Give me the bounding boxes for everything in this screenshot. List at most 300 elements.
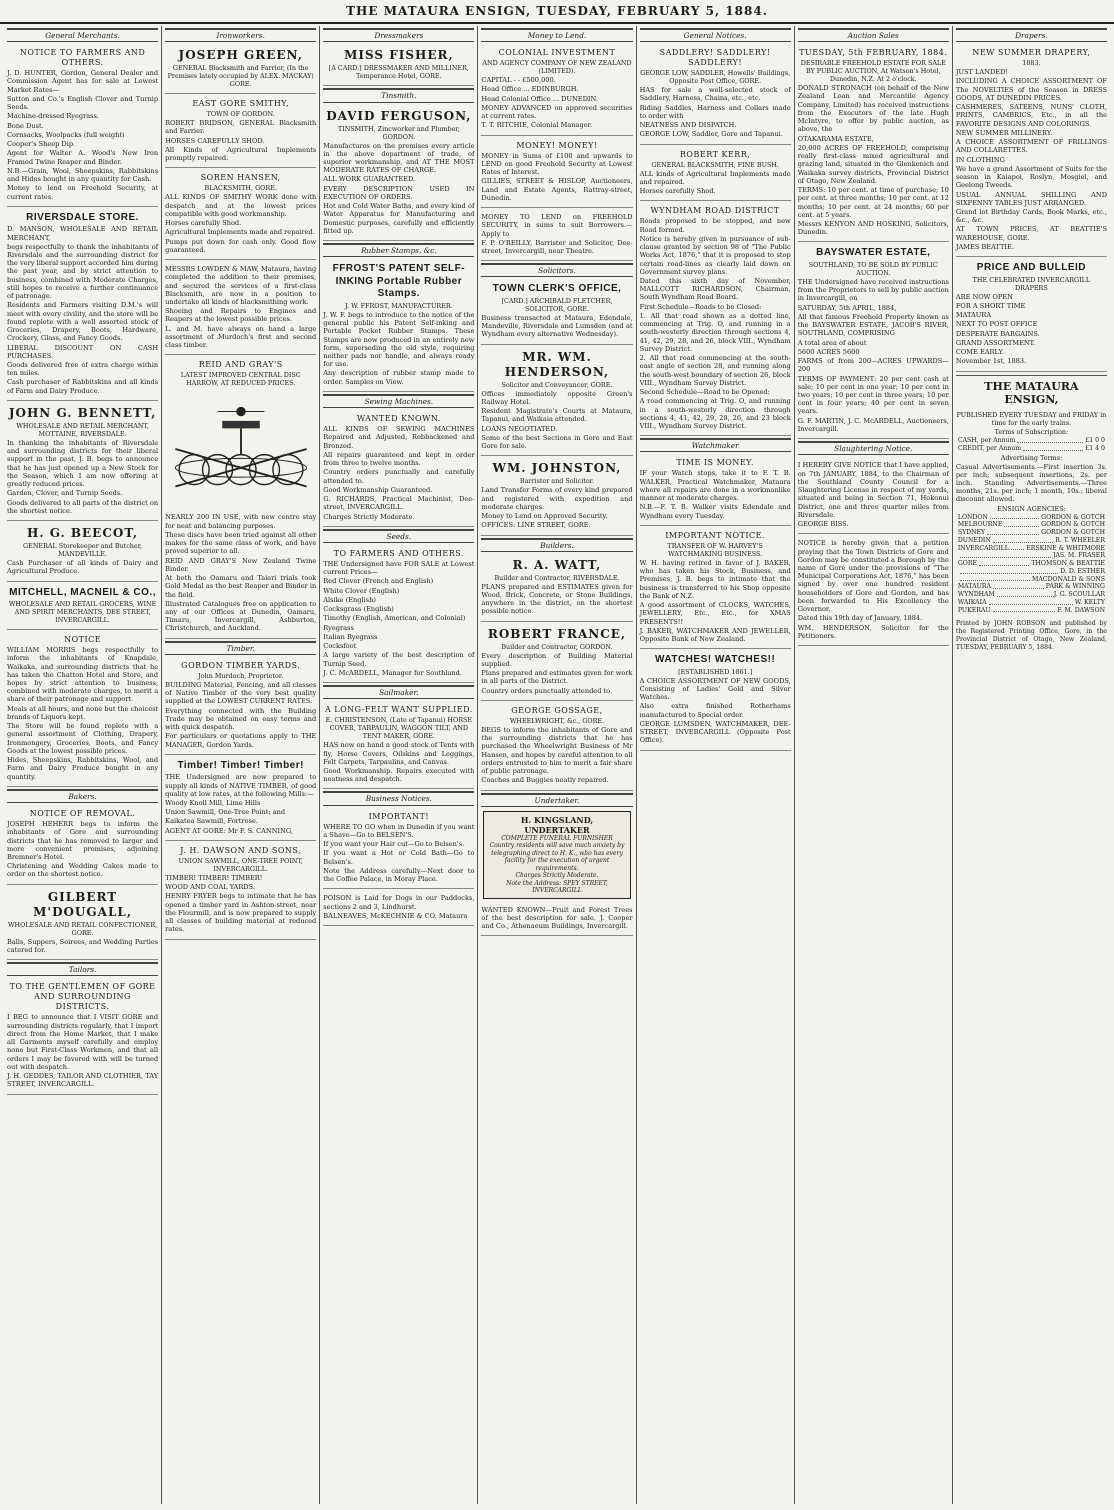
section-heading: Solicitors. <box>481 263 632 277</box>
subscription-value: £1 0 0 <box>1085 437 1105 445</box>
ad-paragraph: White Clover (English) <box>323 586 400 595</box>
ad-paragraph: A CHOICE ASSORTMENT OF FRILLINGS AND COLLARETTES. <box>955 138 1107 155</box>
ad-paragraph: Any description of rubber stamp made to order. Samples on View. <box>323 369 475 386</box>
newspaper-column <box>953 26 1110 1504</box>
advertisement <box>165 262 316 355</box>
ad-body <box>956 68 1107 251</box>
ad-paragraph: HAS for sale a well-selected stock of Saddlery, Harness, Chains, etc., etc. <box>639 86 791 103</box>
ad-paragraph: Pumps put down for cash only. Good flow guaranteed. <box>165 237 317 254</box>
ad-paragraph: COME EARLY. <box>955 348 1005 357</box>
ad-paragraph: HORSES CAREFULLY SHOD. <box>165 136 265 145</box>
advertisement <box>798 45 949 242</box>
terms-heading: Terms of Subscription: <box>994 428 1069 437</box>
ad-body <box>481 652 632 695</box>
advertisement <box>481 624 632 701</box>
ad-paragraph: W. H. having retired in favor of J. BAKER, who has taken his Stock, Business, and Premises, J. B. begs to intimate that the business is transferred to his Shop opposite the Bank of N.Z. <box>639 558 791 600</box>
ad-subheading: GENERAL Storekeeper and Butcher, MANDEVILLE. <box>23 542 143 559</box>
ad-heading: REID AND GRAY'S <box>198 360 283 370</box>
ad-paragraph: ROBERT BRIDSON, GENERAL Blacksmith and Farrier. <box>165 119 317 136</box>
agency-agent: MACDONALD & SONS <box>1032 575 1105 583</box>
section-heading: Watchmaker <box>640 438 791 452</box>
ad-body <box>7 938 158 954</box>
ad-paragraph: MESSRS LOWDEN & MAW, Mataura, having completed the addition to their premises, and secured the services of a first-class Blacksmith, are now in a position to undertake all kinds of blacksmithing work. <box>165 265 317 306</box>
ad-paragraph: Cooper's Sheep Dip. <box>7 140 76 149</box>
advertisement <box>165 96 316 168</box>
agency-place: INVERCARGILL <box>957 544 1009 552</box>
agency-place: WYNDHAM <box>957 591 995 599</box>
ad-body <box>481 486 632 529</box>
section-heading: Timber. <box>165 641 316 655</box>
ad-paragraph: TERMS: 10 per cent. at time of purchase; 10 per cent. at three months; 10 per cent. at 12 months; 10 per cent. at 24 months; 60 per cent. at 5 years. <box>797 186 949 219</box>
ad-body <box>798 461 949 528</box>
ad-paragraph: The Store will be found replete with a general assortment of Clothing, Drapery, Ironmongery, Groceries, Boots, and Fancy Goods at the lowest possible prices. <box>7 722 159 755</box>
ad-paragraph: A road commencing at Trig. O, and running in a south-westerly direction through sections 4, 41, 42, 29, 28, 26, and 23 block VIII., Wyndham Survey District. <box>639 397 791 430</box>
ad-subheading: [CARD.] ARCHIBALD FLETCHER, SOLICITOR, GORE. <box>501 296 613 313</box>
ad-subheading: TOWN OF GORDON. <box>206 110 275 119</box>
ad-paragraph: D. MANSON, WHOLESALE AND RETAIL MERCHANT, <box>7 225 159 242</box>
leader-dots <box>979 560 1029 566</box>
ad-paragraph: AT TOWN PRICES, AT BEATTIE'S WAREHOUSE, GORE. <box>955 225 1107 242</box>
ad-paragraph: IF your Watch stops, take it to F. T. B. WALKER, Practical Watchmaker, Mataura where all repairs are done in a workmanlike manner at moderate charges. <box>639 469 791 503</box>
ad-paragraph: Cocksgrass (English) <box>323 605 394 614</box>
section-heading: Tailors. <box>7 962 158 976</box>
ad-paragraph: Note the Address carefully—Next door to the Coffee Palace, in Moray Place. <box>323 866 475 884</box>
leader-dots <box>987 529 1039 535</box>
ad-paragraph: Cash Purchaser of all kinds of Dairy and Agricultural Produce. <box>7 559 159 576</box>
advertisement <box>640 45 791 144</box>
ad-subheading: GENERAL Blacksmith and Farrier, (In the Premises lately occupied by ALEX. MACKAY) GORE. <box>167 64 314 89</box>
ad-paragraph: Woody Knoll Mill, Lime Hills <box>165 799 261 808</box>
leader-dots <box>960 552 1051 558</box>
ad-heading: TOWN CLERK'S OFFICE, <box>492 283 622 295</box>
section-heading: Undertaker. <box>481 793 632 807</box>
advertisement <box>798 244 949 439</box>
section-heading: Seeds. <box>323 529 474 543</box>
ad-paragraph: Resident Magistrate's Courts at Mataura, Tapanui, and Waikaia attended. <box>481 407 633 424</box>
ad-paragraph: FOR A SHORT TIME <box>955 301 1026 310</box>
columns <box>0 24 1114 1504</box>
ad-paragraph: Country orders punctually attended to. <box>481 686 613 695</box>
ad-body <box>7 820 158 879</box>
section-heading: Business Notices. <box>323 791 474 805</box>
agency-place: WAIKAIA <box>957 598 987 606</box>
newspaper-column <box>795 26 953 1504</box>
advertisement <box>7 45 158 207</box>
section-heading: Rubber Stamps, &c. <box>323 243 474 257</box>
ad-paragraph: GEORGE LUMSDEN, WATCHMAKER, DEE-STREET, INVERCARGILL (Opposite Post Office). <box>639 719 791 745</box>
subscription-value: £1 4 0 <box>1085 444 1105 452</box>
agency-place: DUNEDIN <box>957 536 991 544</box>
ad-body <box>7 559 158 575</box>
ad-paragraph: ALL KINDS OF SEWING MACHINES Repaired and Adjusted, Rebbackened and Bronzed. <box>323 425 475 450</box>
ad-paragraph: TIMBER! TIMBER! TIMBER! <box>165 873 263 882</box>
ad-paragraph: A CHOICE ASSORTMENT OF NEW GOODS, Consisting of Ladies' Gold and Silver Watches. <box>639 676 791 702</box>
advertisement <box>7 887 158 960</box>
ad-paragraph: LIBERAL DISCOUNT ON CASH PURCHASES. <box>7 343 159 360</box>
ad-paragraph: Charges Strictly Moderate. <box>323 512 415 521</box>
advertisement <box>7 979 158 1094</box>
ad-paragraph: USUAL ANNUAL SHILLING AND SIXPENNY TABLES JUST ARRANGED. <box>955 190 1107 207</box>
ad-body <box>323 311 474 386</box>
advertisement <box>165 843 316 940</box>
agency-agent: D. D. ESTHER <box>1060 567 1105 575</box>
ad-body <box>481 726 632 785</box>
ad-paragraph: Alsike (English) <box>323 595 376 604</box>
ad-paragraph: We have a grand Assortment of Suits for the season in Kaiapoi, Roslyn, Mosgiel, and Geelong Tweeds. <box>955 164 1107 190</box>
printer-imprint: Printed by JOHN ROBSON and published by the Registered Printing Office, Gore, in the Provincial District of Otago, New Zealand, TUESDAY, FEBRUARY 5, 1884. <box>955 620 1107 651</box>
ad-heading: SOREN HANSEN, <box>200 173 281 183</box>
ad-paragraph: N.B.—Grain, Wool, Sheepskins, Rabbitskins and Hides bought in any quantity for Cash. <box>7 166 159 184</box>
ad-paragraph: For particulars or quotations apply to THE MANAGER, Gordon Yards. <box>165 732 317 749</box>
ad-paragraph: Grand lot Birthday Cards, Book Marks, etc., &c., &c. <box>955 208 1107 225</box>
banner-line: UNDERTAKER <box>524 824 590 835</box>
advertisement <box>798 536 949 646</box>
ad-heading: BAYSWATER ESTATE, <box>816 247 931 259</box>
ad-paragraph: Money to lend on Freehold Security, at current rates. <box>7 184 159 201</box>
ad-body <box>7 1013 158 1088</box>
ad-paragraph: Business transacted at Mataura, Edendale, Mandeville, Riversdale and Lumsden (and at Wyndham every alternative Wednesday). <box>481 313 633 339</box>
ad-paragraph: Goods delivered to all parts of the district on the shortest notice. <box>7 498 159 515</box>
advertisement <box>798 458 949 534</box>
ad-paragraph: LOANS NEGOTIATED. <box>481 424 558 433</box>
agency-row <box>956 560 1107 568</box>
advertisement <box>481 280 632 344</box>
ad-heading: MONEY! MONEY! <box>516 140 598 150</box>
section-heading: Auction Sales <box>798 28 949 42</box>
advertisement <box>481 210 632 261</box>
section-heading: Money to Lend. <box>481 28 632 42</box>
ad-paragraph: Dated this 19th day of January, 1884. <box>797 614 923 623</box>
ad-paragraph: Christening and Wedding Cakes made to order on the shortest notice. <box>7 862 159 879</box>
ad-paragraph: 1. All that road shown as a dotted line, commencing at Trig. O, and running in a south-westerly direction through sections 4, 41, 42, 29, 28, and 26, block VIII., Wyndham Survey District. <box>639 311 791 353</box>
agency-row <box>956 529 1107 537</box>
section-heading: Ironworkers. <box>165 28 316 42</box>
ad-subheading: LATEST IMPROVED CENTRAL DISC HARROW, AT REDUCED PRICES. <box>180 371 301 388</box>
ad-paragraph: Country orders punctually and carefully attended to. <box>323 468 475 485</box>
ad-paragraph: Horses carefully Shod. <box>165 219 242 228</box>
ad-paragraph: T. T. RITCHIE, Colonial Manager. <box>481 121 593 130</box>
ad-body <box>7 646 158 781</box>
ad-body <box>323 823 474 884</box>
advertisement <box>7 523 158 581</box>
ad-body <box>165 773 316 835</box>
advertisement <box>323 809 474 890</box>
leader-dots <box>997 591 1052 597</box>
ad-paragraph: Balls, Suppers, Soirees, and Wedding Parties catered for. <box>7 937 159 954</box>
ad-body <box>798 278 949 433</box>
ad-paragraph: Second Schedule—Road to be Opened: <box>639 388 770 397</box>
ad-heading: MISS FISHER, <box>344 48 454 63</box>
leader-dots <box>1023 445 1083 451</box>
ad-heading: NOTICE TO FARMERS AND OTHERS. <box>19 48 146 68</box>
ad-heading: ROBERT FRANCE, <box>487 626 627 641</box>
ad-body <box>481 213 632 255</box>
ad-paragraph: WANTED KNOWN—Fruit and Forest Trees of the best description for sale. J. Cooper and Co., Athenaeum Buildings, Invercargill. <box>481 905 633 931</box>
advertisement <box>481 45 632 135</box>
ad-paragraph: WM. HENDERSON, Solicitor for the Petitioners. <box>797 623 949 640</box>
section-heading: Sailmaker. <box>323 685 474 699</box>
advertisement <box>323 45 474 86</box>
agency-agent: R. T. WHEELER <box>1055 536 1105 544</box>
ad-subheading: John Murdoch, Proprietor. <box>198 671 284 680</box>
ad-body <box>481 76 632 129</box>
ad-paragraph: MONEY ADVANCED on approved securities at current rates. <box>481 103 633 121</box>
advertisement <box>481 555 632 622</box>
ad-paragraph: N.B.—F. T. B. Walker visits Edendale and Wyndham every Tuesday. <box>639 503 791 520</box>
ad-paragraph: MONEY in Sums of £100 and upwards to LEND on good Freehold Security at Lowest Rates of Interest. <box>481 151 633 177</box>
ad-subheading: GEORGE LOW, SADDLER, Howells' Buildings, Opposite Post Office, GORE. <box>640 69 791 86</box>
ad-paragraph: Offices immediately opposite Green's Railway Hotel. <box>481 389 633 406</box>
ad-subheading: TINSMITH, Zincworker and Plumber, GORDON. <box>337 124 460 141</box>
ad-paragraph: Italian Ryegrass <box>323 632 378 641</box>
advertising-terms-text: Casual Advertisements.—First insertion 3s. per inch; subsequent insertions, 2s. per inch. Standing Advertisements.—Three months, 21s. per inch; 1 month, 10s.; liberal discount allowed. <box>955 462 1107 504</box>
ad-paragraph: Manufactures on the premises every article in the above department of trade, of superior workmanship, and AT THE MOST MODERATE RATES OF CHARGE. <box>323 141 475 175</box>
ad-body <box>640 469 791 519</box>
ad-heading: Timber! Timber! Timber! <box>177 759 304 771</box>
banner-line: Note the Address: SPEY STREET, INVERCARGILL <box>506 879 608 895</box>
agency-place: MELBOURNE <box>957 521 1003 529</box>
section-heading: Drapers. <box>956 28 1107 42</box>
ad-paragraph: Goods delivered free of extra charge within ten miles. <box>7 361 159 378</box>
ad-body <box>640 677 791 745</box>
section-heading: Dressmakers <box>323 28 474 42</box>
ad-paragraph: Some of the best Sections in Gore and East Gore for sale. <box>481 433 633 451</box>
ad-paragraph: Sutton and Co.'s English Clover and Turnip Seeds. <box>7 94 159 112</box>
ad-paragraph: THE Undersigned have received instructions from the Proprietors to sell by public auction in Invercargill, on <box>797 277 949 303</box>
ad-paragraph: All Kinds of Agricultural Implements promptly repaired. <box>165 145 317 163</box>
ad-heading: PRICE AND BULLEID <box>976 262 1087 274</box>
agency-agent: JAS. M. FRASER <box>1052 552 1105 560</box>
ad-paragraph: HAS now on hand a good stock of Tents with fly, Horse Covers, Oilskins and Leggings, Felt Carpets, Tarpaulins, and Canvas. <box>323 741 475 766</box>
ad-paragraph: CASHMERES, SATEENS, NUNS' CLOTH, PRINTS, CAMBRICS, Etc., in all the FAVORITE DESIGNS AND COLORINGS. <box>955 103 1107 128</box>
agency-place: GORE <box>957 560 978 568</box>
ad-paragraph: Illustrated Catalogues free on application to any of our Offices at Dunedin, Oamaru, Timaru, Invercargill, Ashburton, Christchurch, and Auckland. <box>165 599 317 633</box>
ad-subheading: SOUTHLAND, TO BE SOLD BY PUBLIC AUCTION. <box>808 260 938 277</box>
ad-paragraph: Garden, Clover, and Turnip Seeds. <box>7 489 123 498</box>
leader-dots <box>993 537 1053 543</box>
ad-paragraph: Every description of Building Material supplied. <box>481 651 633 668</box>
ad-paragraph: AGENT AT GORE: Mr F. S. CANNING, <box>165 826 293 835</box>
ad-paragraph: J. H. GEDDES, TAILOR AND CLOTHIER, TAY STREET, INVERCARGILL. <box>7 1072 159 1089</box>
section-heading: Tinsmith. <box>323 88 474 102</box>
ad-heading: NOTICE OF REMOVAL. <box>29 809 136 819</box>
ad-paragraph: GRAND ASSORTMENT. <box>955 338 1036 347</box>
ad-heading: MITCHELL, MACNEIL & CO., <box>9 586 156 598</box>
ad-body <box>323 425 474 521</box>
ad-paragraph: THE Undersigned are now prepared to supply all kinds of NATIVE TIMBER, of good quality at low rates, at the following Mills:— <box>165 773 317 798</box>
agency-agent: ERSKINE & WHITMORE <box>1026 544 1105 552</box>
ad-body <box>7 225 158 395</box>
ad-paragraph: If you want your Hair cut—Go to Belsen's. <box>323 840 465 849</box>
ad-paragraph: BUILDING Material, Fencing, and all classes of Native Timber of the very best quality supplied at the LOWEST CURRENT RATES. <box>165 680 317 706</box>
advertisement <box>481 138 632 208</box>
ad-paragraph: Head Office ... EDINBURGH. <box>481 85 579 94</box>
ad-paragraph: PLANS prepared and ESTIMATES given for Wood, Brick, Concrete, or Stone Buildings, anywhere in the district, on the shortest possible notice. <box>481 582 633 616</box>
ad-paragraph: Dated this sixth day of November, MALLCOTT RICHARDSON, Chairman, South Wyndham Road Board. <box>639 277 791 302</box>
ad-paragraph: L. and M. have always on hand a large assortment of Murdoch's first and second class timber. <box>165 324 317 350</box>
leader-dots <box>960 576 1030 582</box>
ad-paragraph: NEATNESS AND DISPATCH. <box>639 121 737 130</box>
ad-body <box>165 681 316 749</box>
ad-paragraph: Coaches and Buggies neatly repaired. <box>481 776 609 785</box>
banner-line: Country residents will save much anxiety by telegraphing direct to H. K., who has every facility for the execution of urgent requirements. <box>489 842 625 872</box>
advertisement <box>165 45 316 94</box>
ad-subheading: UNION SAWMILL, ONE-TREE POINT, INVERCARGILL. <box>178 856 303 873</box>
ad-paragraph: TERMS OF PAYMENT: 20 per cent cash at sale; 10 per cent in one year; 10 per cent in two years; 10 per cent in three years; 10 per cent in four years; 40 per cent in seven years. <box>797 374 949 416</box>
ad-paragraph: G. F. MARTIN, J. C. McARDELL, Auctioneers, Invercargill. <box>797 416 949 433</box>
ad-paragraph: ALL kinds of Agricultural Implements made and repaired. <box>639 169 791 186</box>
ad-paragraph: POISON is Laid for Dogs in our Paddocks, sections 2 and 3, Lindhurst. <box>323 894 475 911</box>
agency-row <box>956 576 1107 584</box>
banner-line: COMPLETE FUNERAL FURNISHER <box>501 834 613 842</box>
ad-body <box>165 265 316 349</box>
newspaper-column <box>320 26 478 1504</box>
ad-body <box>481 583 632 616</box>
ad-paragraph: Hides, Sheepskins, Rabbitskins, Wool, and Farm and Dairy Produce bought in any quantity. <box>7 756 159 781</box>
ad-body <box>798 84 949 236</box>
ad-body <box>165 513 316 632</box>
leader-dots <box>1017 437 1083 443</box>
agency-agent: GORDON & GOTCH <box>1041 529 1105 537</box>
agency-agent: W. KELTY <box>1074 598 1105 606</box>
advertisement <box>323 106 474 242</box>
section-heading: General Notices. <box>640 28 791 42</box>
ad-paragraph: THE Undersigned have FOR SALE at Lowest current Prices— <box>323 560 475 577</box>
ad-subheading: TRANSFER OF W. HARVEY'S WATCHMAKING BUSINESS. <box>667 541 763 558</box>
subscription-label: CASH, per Annum <box>957 437 1016 445</box>
agency-agent: J. G. SCOULLAR <box>1053 591 1105 599</box>
ad-body <box>7 69 158 201</box>
ad-subheading: Builder and Contractor, GORDON. <box>501 642 613 651</box>
section-heading: Slaughtering Notice. <box>798 441 949 455</box>
ad-heading: TIME IS MONEY. <box>676 458 754 468</box>
ad-paragraph: DONALD STRONACH (on behalf of the New Zealand Loan and Mercantile Agency Company, Limited) has received instructions from the Executors of the late Hugh McIntyre, to offer by public auction, as above, the <box>797 84 949 134</box>
ad-heading: TO THE GENTLEMEN OF GORE AND SURROUNDING DISTRICTS. <box>9 982 156 1012</box>
ad-subheading: GENERAL BLACKSMITH, FINE BUSH. <box>651 160 779 169</box>
leader-dots <box>1011 545 1024 551</box>
ad-body <box>323 560 474 677</box>
advertisement <box>323 702 474 789</box>
ad-paragraph: Cornsacks, Woolpacks (full weight) <box>7 130 125 139</box>
newspaper-column <box>162 26 320 1504</box>
ad-subheading: DESIRABLE FREEHOLD ESTATE FOR SALE BY PUBLIC AUCTION, At Watson's Hotel, Dunedin, N.Z. At 2 o'clock. <box>800 59 946 84</box>
advertisement <box>165 357 316 638</box>
undertaker-banner <box>483 811 630 899</box>
advertisement <box>956 259 1107 371</box>
agency-agent: GORDON & GOTCH <box>1041 521 1105 529</box>
ad-paragraph: OTAKARAMA ESTATE, <box>797 134 874 143</box>
advertisement <box>165 658 316 755</box>
ad-heading: NOTICE <box>64 635 102 645</box>
ad-paragraph: ARE NOW OPEN <box>955 292 1013 301</box>
section-heading: Builders. <box>481 538 632 552</box>
ad-paragraph: NEARLY 200 IN USE, with new centre stay for neat and balancing purposes. <box>165 513 317 530</box>
ad-paragraph: J. C. McARDELL, Manager for Southland. <box>323 668 462 677</box>
ad-body <box>481 314 632 339</box>
ad-heading: WANTED KNOWN. <box>356 414 441 424</box>
ad-paragraph: Cash purchaser of Rabbitskins and all kinds of Farm and Dairy Produce. <box>7 378 159 395</box>
leader-dots <box>1004 521 1039 527</box>
ad-paragraph: GEORGE LOW, Saddler, Gore and Tapanui. <box>639 130 783 139</box>
advertisement <box>165 170 316 260</box>
agency-row <box>956 537 1107 545</box>
ad-paragraph: NEW SUMMER MILLINERY. <box>955 128 1053 137</box>
ad-paragraph: GEORGE BISS. <box>797 520 849 529</box>
ad-body <box>481 390 632 451</box>
agency-place: LONDON <box>957 513 988 521</box>
ad-paragraph: Shoeing and Repairs to Engines and Reapers at the lowest possible prices. <box>165 307 317 324</box>
ad-paragraph: MATAURA <box>955 311 992 320</box>
ad-heading: ROBERT KERR, <box>679 149 751 159</box>
section-heading: General Merchants. <box>7 28 158 42</box>
agency-agent: PARK & WINNING <box>1045 583 1105 591</box>
ad-heading: JOSEPH GREEN, <box>178 48 303 63</box>
ad-paragraph: Union Sawmill, One-Tree Point; and <box>165 808 286 817</box>
ad-body <box>640 170 791 196</box>
ad-heading: WYNDHAM ROAD DISTRICT <box>650 206 780 216</box>
newspaper-column <box>478 26 636 1504</box>
ad-paragraph: MONEY TO LEND on FREEHOLD SECURITY, in sums to suit Borrowers.—Apply to <box>481 213 633 238</box>
agency-agent: THOMSON & BEATTIE <box>1031 560 1105 568</box>
subscription-label: CREDIT, per Annum <box>957 444 1022 452</box>
ad-subheading: THE CELEBRATED INVERCARGILL DRAPERS <box>972 275 1091 292</box>
ad-paragraph: Kaikatea Sawmill, Fortrose. <box>165 817 258 826</box>
newspaper-column <box>637 26 795 1504</box>
ad-paragraph: All repairs guaranteed and kept in order from three to twelve months. <box>323 450 475 468</box>
ad-heading: GEORGE GOSSAGE, <box>511 705 603 715</box>
advertisement <box>323 260 474 392</box>
ad-subheading: 1883. <box>1022 59 1041 68</box>
banner-line: H. KINGSLAND, <box>520 814 594 825</box>
ad-paragraph: Red Clover (French and English) <box>323 577 434 586</box>
advertisement <box>481 347 632 457</box>
ad-subheading: BLACKSMITH, GORE. <box>204 184 277 193</box>
agency-place: PUKERAU <box>957 606 991 614</box>
ad-paragraph: OFFICES: LINE STREET, GORE. <box>481 521 591 530</box>
advertisement <box>7 806 158 885</box>
ad-paragraph: J. BAKER, WATCHMAKER AND JEWELLER, Opposite Bank of New Zealand. <box>639 626 791 643</box>
agency-agent: F. M. DAWSON <box>1057 606 1105 614</box>
ad-paragraph: Riding Saddles, Harness and Collars made to order with <box>639 103 791 120</box>
ad-subheading: J. W. FFROST, MANUFACTURER. <box>344 301 453 310</box>
advertisement <box>165 757 316 841</box>
ad-paragraph: A large variety of the best description of Turnip Seed. <box>323 651 475 668</box>
ad-body <box>798 539 949 640</box>
ad-paragraph: November 1st, 1883. <box>955 357 1027 366</box>
ad-paragraph: WOOD AND COAL YARDS. <box>165 883 255 892</box>
ad-paragraph: 20,000 ACRES OF FREEHOLD, comprising really first-class mixed agricultural and grazing land, situated in the Glenkenich and Waikaka survey districts, Provincial District of Otago, New Zealand. <box>797 143 949 185</box>
ad-paragraph: ALL WORK GUARANTEED. <box>323 175 416 184</box>
agency-row <box>956 514 1107 522</box>
advertisement <box>323 546 474 683</box>
ad-paragraph: F. P. O'REILLY, Barrister and Solicitor, Dee-street, Invercargill, near Theatre. <box>481 238 633 255</box>
ad-paragraph: Good Workmanship Guaranteed. <box>323 485 433 494</box>
agency-row <box>956 521 1107 529</box>
ad-heading: TO FARMERS AND OTHERS. <box>333 549 465 559</box>
ad-paragraph: CAPITAL - - £500,000. <box>481 76 556 85</box>
ad-paragraph: Also extra finished Rotherhams manufactured to Special order. <box>639 702 791 719</box>
ad-heading: NEW SUMMER DRAPERY, <box>972 48 1091 58</box>
advertisement <box>7 209 158 401</box>
ad-body <box>640 559 791 643</box>
ad-subheading: Solicitor and Conveyancer, GORE. <box>501 380 613 389</box>
ad-paragraph: FARMS of from 200—ACRES UPWARDS—200 <box>797 357 949 374</box>
ad-paragraph: I HEREBY GIVE NOTICE that I have applied, on 7th JANUARY, 1884, to the Chairman of the Southland County Council for a Slaughtering License in respect of my yards, situated and being in Section 71, Hokonui District, one and three quarter miles from Riversdale. <box>797 461 949 519</box>
ad-paragraph: J. W. F. begs to introduce to the notice of the general public his Patent Self-inking and Portable Pocket Rubber Stamps. These Stamps are now produced in an entirely new form, superseding the old style, requiring neither pads nor handle, and always ready for use. <box>323 310 475 369</box>
agency-row <box>956 552 1107 560</box>
section-heading: Bakers. <box>7 789 158 803</box>
subscription-row <box>956 445 1107 453</box>
